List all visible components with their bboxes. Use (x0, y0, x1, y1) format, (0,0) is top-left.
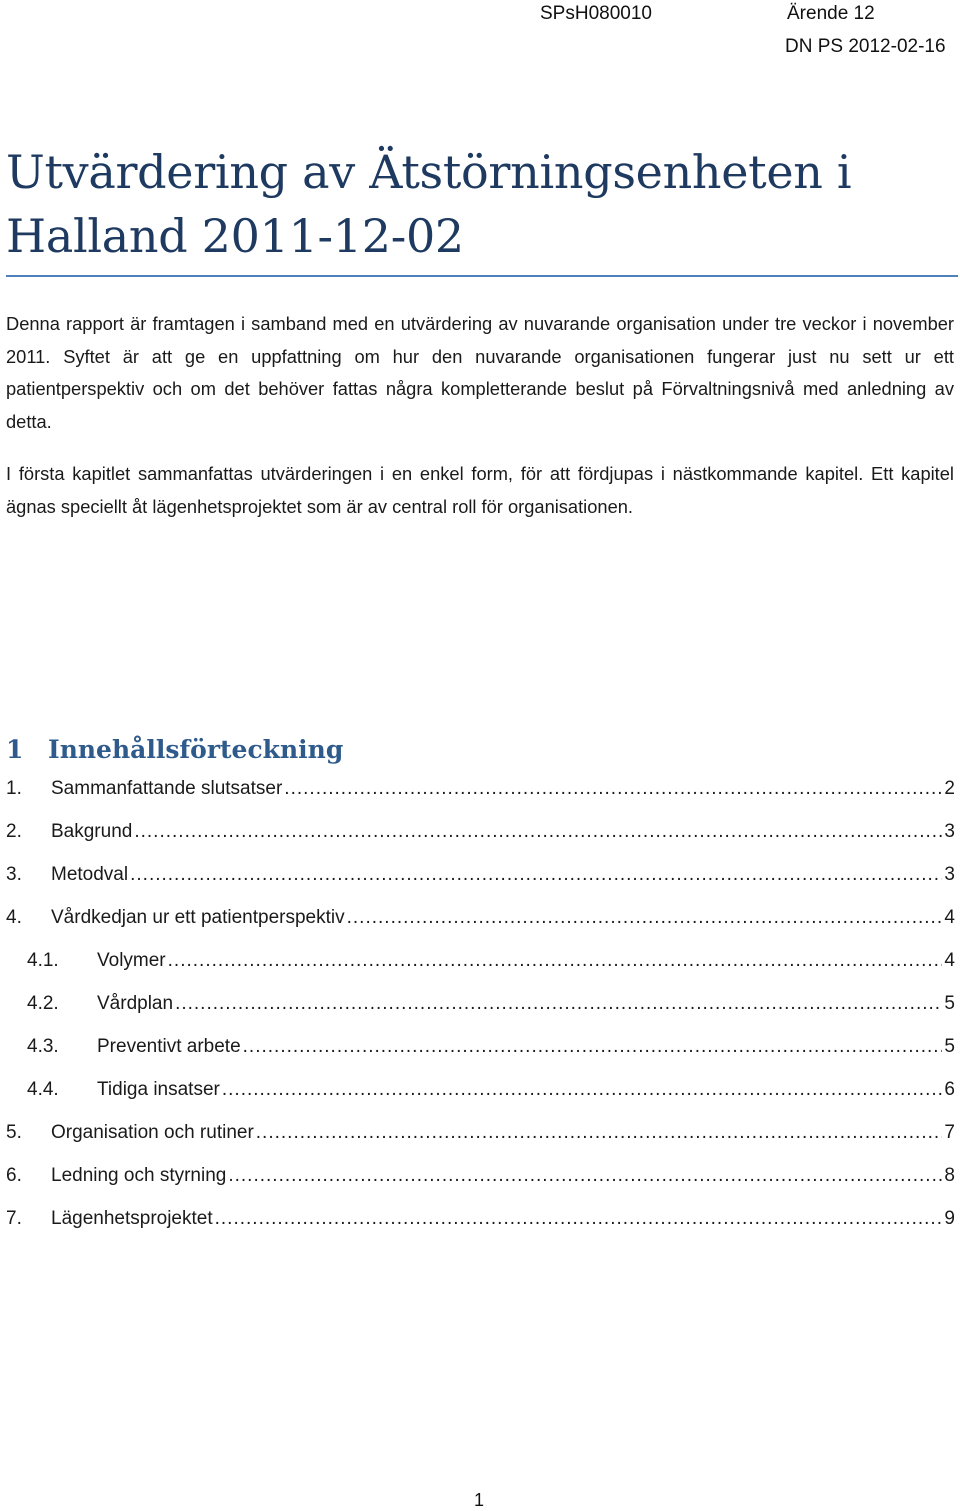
toc-entry-number: 4.3. (27, 1036, 59, 1057)
toc-entry-number: 4.2. (27, 993, 59, 1014)
header-case-number: Ärende 12 (787, 3, 875, 24)
toc-entry-title[interactable]: Volymer (97, 950, 166, 971)
toc-leader-dots (215, 1202, 943, 1236)
toc-entry-page[interactable]: 6 (944, 1079, 955, 1100)
toc-heading-text: Innehållsförteckning (48, 735, 344, 764)
toc-leader-dots (222, 1073, 943, 1107)
toc-entry-page[interactable]: 8 (944, 1165, 955, 1186)
toc-entry-number: 5. (6, 1122, 22, 1143)
toc-entry-page[interactable]: 5 (944, 1036, 955, 1057)
toc-entry-number: 4. (6, 907, 22, 928)
table-of-contents (6, 772, 955, 1245)
toc-entry-number: 7. (6, 1208, 22, 1229)
toc-entry-number: 4.4. (27, 1079, 59, 1100)
toc-leader-dots (284, 772, 942, 806)
toc-entry-title[interactable]: Organisation och rutiner (51, 1122, 254, 1143)
toc-heading (6, 735, 343, 764)
toc-entry-title[interactable]: Bakgrund (51, 821, 133, 842)
toc-entry[interactable] (6, 901, 955, 944)
document-title-line-2: Halland 2011-12-02 (6, 209, 464, 263)
toc-entry-title[interactable]: Ledning och styrning (51, 1165, 227, 1186)
toc-subentry[interactable] (6, 1030, 955, 1073)
page-number: 1 (474, 1490, 485, 1510)
toc-leader-dots (130, 858, 942, 892)
document-title (6, 140, 936, 268)
header-date-line: DN PS 2012-02-16 (785, 36, 946, 57)
toc-entry[interactable] (6, 1159, 955, 1202)
toc-leader-dots (175, 987, 942, 1021)
toc-entry[interactable] (6, 772, 955, 815)
toc-entry-page[interactable]: 7 (944, 1122, 955, 1143)
toc-entry-number: 3. (6, 864, 22, 885)
toc-entry-title[interactable]: Tidiga insatser (97, 1079, 220, 1100)
intro-paragraph: Denna rapport är framtagen i samband med en utvärdering av nuvarande organisation under tre veckor i november 2011. Syftet är att ge en uppfattning om hur den nuvarande organisationen fungerar just nu sett ur ett patientperspektiv och om det behöver fattas några kompletterande beslut på Förvaltningsnivå med anledning av detta. (6, 313, 954, 432)
toc-subentry[interactable] (6, 1073, 955, 1116)
toc-entry-number: 1. (6, 778, 22, 799)
toc-leader-dots (347, 901, 943, 935)
toc-entry[interactable] (6, 815, 955, 858)
toc-subentry[interactable] (6, 944, 955, 987)
title-underline (6, 275, 958, 277)
toc-entry-number: 6. (6, 1165, 22, 1186)
toc-entry[interactable] (6, 1202, 955, 1245)
toc-entry-page[interactable]: 2 (944, 778, 955, 799)
toc-entry[interactable] (6, 858, 955, 901)
toc-entry-title[interactable]: Vårdplan (97, 993, 174, 1014)
toc-entry-page[interactable]: 9 (944, 1208, 955, 1229)
document-title-line-1: Utvärdering av Ätstörningsenheten i (6, 145, 852, 199)
chapter-summary-paragraph: I första kapitlet sammanfattas utvärderingen i en enkel form, för att fördjupas i nästkommande kapitel. Ett kapitel ägnas speciellt åt lägenhetsprojektet som är av central roll för organisationen. (6, 463, 954, 517)
toc-entry-page[interactable]: 3 (944, 864, 955, 885)
toc-leader-dots (228, 1159, 942, 1193)
toc-entry-page[interactable]: 5 (944, 993, 955, 1014)
toc-entry-page[interactable]: 4 (944, 907, 955, 928)
header-reference: SPsH080010 (540, 3, 652, 24)
toc-leader-dots (243, 1030, 943, 1064)
toc-entry-title[interactable]: Lägenhetsprojektet (51, 1208, 213, 1229)
toc-entry-title[interactable]: Vårdkedjan ur ett patientperspektiv (51, 907, 345, 928)
toc-entry-number: 4.1. (27, 950, 59, 971)
toc-entry-page[interactable]: 4 (944, 950, 955, 971)
toc-entry[interactable] (6, 1116, 955, 1159)
toc-entry-number: 2. (6, 821, 22, 842)
toc-entry-page[interactable]: 3 (944, 821, 955, 842)
toc-leader-dots (256, 1116, 943, 1150)
toc-leader-dots (134, 815, 942, 849)
toc-subentry[interactable] (6, 987, 955, 1030)
toc-entry-title[interactable]: Preventivt arbete (97, 1036, 241, 1057)
toc-leader-dots (168, 944, 943, 978)
toc-entry-title[interactable]: Metodval (51, 864, 129, 885)
toc-entry-title[interactable]: Sammanfattande slutsatser (51, 778, 283, 799)
toc-heading-number: 1 (6, 735, 24, 764)
